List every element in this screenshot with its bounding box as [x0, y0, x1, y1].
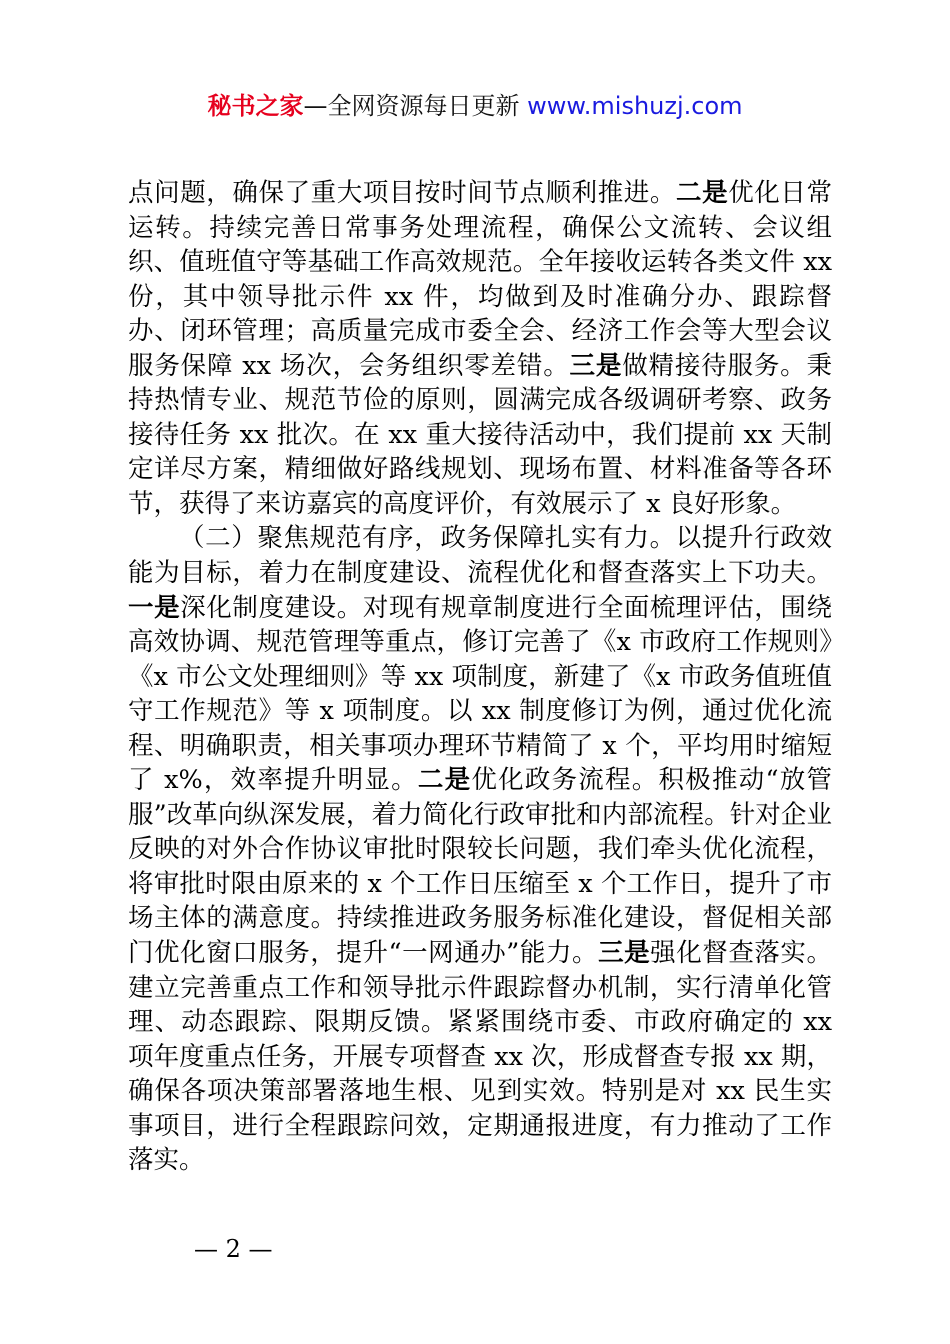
header-brand: 秘书之家	[207, 92, 304, 120]
paragraph-continued	[128, 176, 832, 521]
text-segment: （二）聚焦规范有序，政务保障扎实有力。以提升行政效能为目标，着力在制度建设、流程优化和督查落实上下功夫。	[128, 523, 832, 589]
bold-lead-san-shi: 三是	[598, 938, 651, 969]
text-segment: 优化日常运转。持续完善日常事务处理流程，确保公文流转、会议组织、值班值守等基础工作高效规范。全年接收运转各类文件 xx 份，其中领导批示件 xx 件，均做到及时准确分办、跟踪督办、闭环管理；高质量完成市委全会、经济工作会等大型会议服务保障 xx 场次，会务组织零差错。	[128, 178, 832, 381]
body-text	[128, 176, 832, 1178]
text-segment: 点问题，确保了重大项目按时间节点顺利推进。	[128, 178, 676, 208]
header-tagline: —全网资源每日更新	[303, 92, 520, 120]
bold-lead-san-shi: 三是	[569, 350, 623, 381]
bold-lead-er-shi: 二是	[675, 178, 729, 208]
bold-lead-yi-shi: 一是	[128, 592, 181, 623]
site-header	[0, 86, 950, 126]
text-segment: 做精接待服务。秉持热情专业、规范节俭的原则，圆满完成各级调研考察、政务接待任务 xx 批次。在 xx 重大接待活动中，我们提前 xx 天制定详尽方案，精细做好路线规划、现场布置、材料准备等各环节，获得了来访嘉宾的高度评价，有效展示了 x 良好形象。	[128, 350, 832, 519]
paragraph-section-two	[128, 521, 832, 1177]
text-segment: 优化政务流程。积极推动“放管服”改革向纵深发展，着力简化行政审批和内部流程。针对企业反映的对外合作协议审批时限较长问题，我们牵头优化流程，将审批时限由原来的 x 个工作日压缩至 x 个工作日，提升了市场主体的满意度。持续推进政务服务标准化建设，督促相关部门优化窗口服务，提升“一网通办”能力。	[128, 765, 832, 969]
header-url-link[interactable]: www.mishuzj.com	[527, 92, 743, 120]
text-segment: 深化制度建设。对现有规章制度进行全面梳理评估，围绕高效协调、规范管理等重点，修订完善了《x 市政府工作规则》《x 市公文处理细则》等 xx 项制度，新建了《x 市政务值班值守工作规范》等 x 项制度。以 xx 制度修订为例，通过优化流程、明确职责，相关事项办理环节精简了 x 个，平均用时缩短了 x%，效率提升明显。	[128, 592, 832, 796]
text-segment: 强化督查落实。建立完善重点工作和领导批示件跟踪督办机制，实行清单化管理、动态跟踪、限期反馈。紧紧围绕市委、市政府确定的 xx 项年度重点任务，开展专项督查 xx 次，形成督查专报 xx 期，确保各项决策部署落地生根、见到实效。特别是对 xx 民生实事项目，进行全程跟踪问效，定期通报进度，有力推动了工作落实。	[128, 938, 832, 1176]
page-number: — 2 —	[194, 1235, 273, 1263]
bold-lead-er-shi: 二是	[417, 765, 472, 796]
